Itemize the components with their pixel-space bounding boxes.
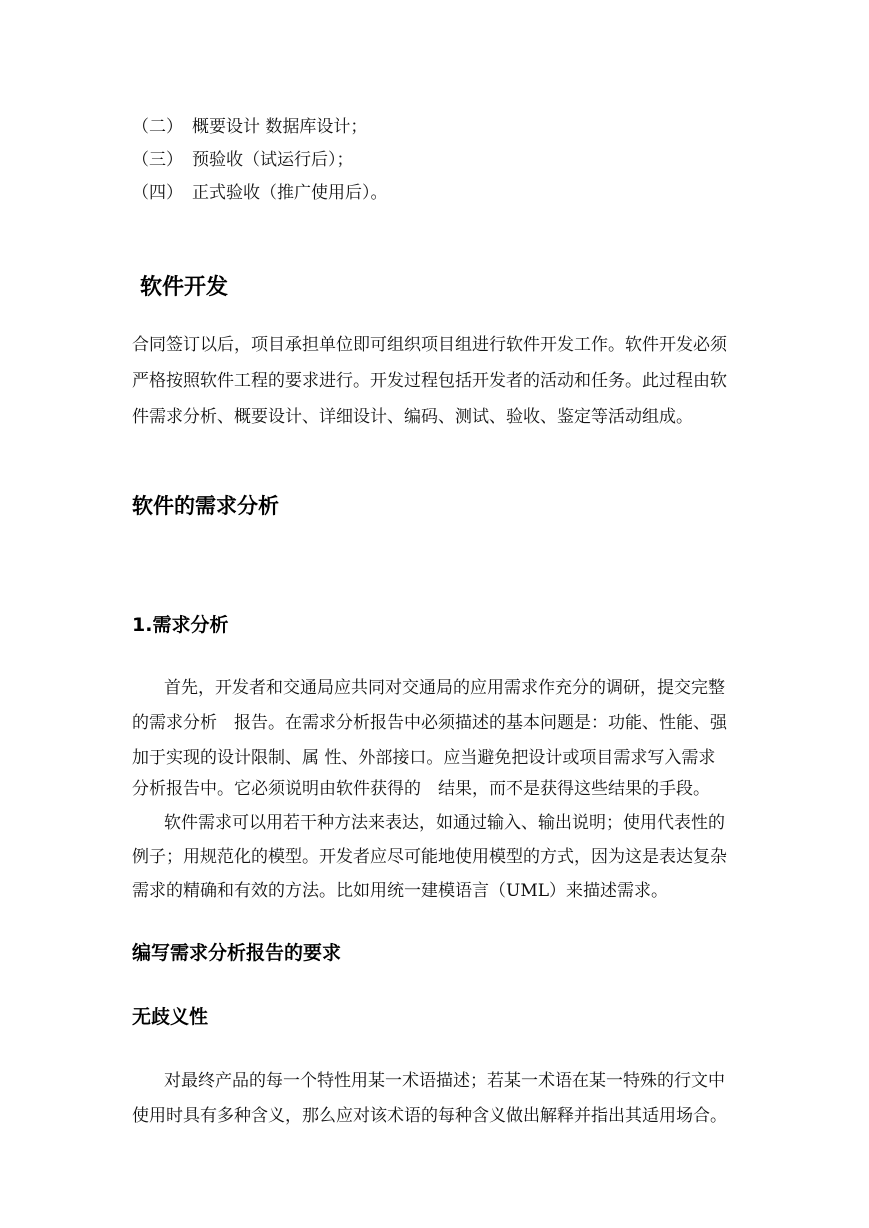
section-heading-report-requirements: 编写需求分析报告的要求 xyxy=(132,942,342,964)
paragraph-line: 例子；用规范化的模型。开发者应尽可能地使用模型的方式，因为这是表达复杂 xyxy=(132,847,727,867)
list-number: （三） xyxy=(132,150,183,170)
list-item xyxy=(132,178,388,203)
paragraph-line: 软件需求可以用若干种方法来表达，如通过输入、输出说明；使用代表性的 xyxy=(164,813,725,833)
list-text: 概要设计 数据库设计； xyxy=(192,117,368,137)
paragraph-line: 分析报告中。它必须说明由软件获得的 结果，而不是获得这些结果的手段。 xyxy=(132,779,710,799)
paragraph-line: 件需求分析、概要设计、详细设计、编码、测试、验收、鉴定等活动组成。 xyxy=(132,407,693,427)
paragraph-line: 使用时具有多种含义，那么应对该术语的每种含义做出解释并指出其适用场合。 xyxy=(132,1106,727,1126)
paragraph-line: 首先，开发者和交通局应共同对交通局的应用需求作充分的调研，提交完整 xyxy=(164,678,725,698)
paragraph-line: 严格按照软件工程的要求进行。开发过程包括开发者的活动和任务。此过程由软 xyxy=(132,371,727,391)
list-text: 正式验收（推广使用后）。 xyxy=(192,183,388,203)
paragraph-line: 的需求分析 报告。在需求分析报告中必须描述的基本问题是：功能、性能、强 xyxy=(132,713,727,733)
list-text: 预验收（试运行后）； xyxy=(192,150,354,170)
subsection-heading-requirements-analysis: 1.需求分析 xyxy=(132,614,229,636)
list-number: （二） xyxy=(132,117,183,137)
section-heading-software-dev: 软件开发 xyxy=(140,275,229,300)
paragraph-line: 对最终产品的每一个特性用某一术语描述；若某一术语在某一特殊的行文中 xyxy=(164,1071,725,1091)
section-heading-unambiguous: 无歧义性 xyxy=(132,1006,209,1028)
list-number: （四） xyxy=(132,183,183,203)
list-item xyxy=(132,145,354,170)
paragraph-line: 需求的精确和有效的方法。比如用统一建模语言（UML）来描述需求。 xyxy=(132,881,669,901)
paragraph-line: 合同签订以后，项目承担单位即可组织项目组进行软件开发工作。软件开发必须 xyxy=(132,335,727,355)
section-heading-requirements-analysis: 软件的需求分析 xyxy=(132,494,279,518)
list-item xyxy=(132,112,367,137)
paragraph-line: 加于实现的设计限制、属 性、外部接口。应当避免把设计或项目需求写入需求 xyxy=(132,748,716,768)
